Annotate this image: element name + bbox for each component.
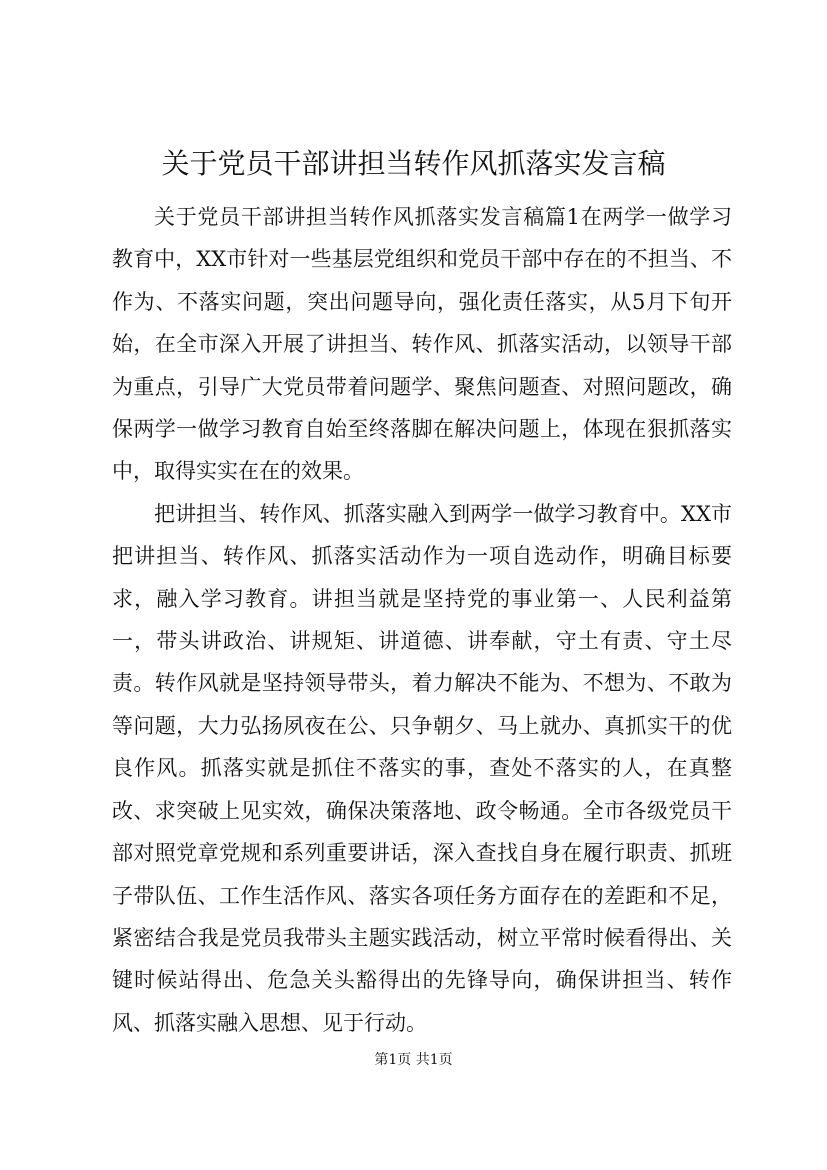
document-body xyxy=(112,196,732,1044)
document-title: 关于党员干部讲担当转作风抓落实发言稿 xyxy=(161,147,666,180)
page-footer: 第1页 共1页 xyxy=(374,1052,453,1068)
paragraph-2: 把讲担当、转作风、抓落实融入到两学一做学习教育中。XX市把讲担当、转作风、抓落实活动作为一项自选动作，明确目标要求，融入学习教育。讲担当就是坚持党的事业第一、人民利益第一，带头讲政治、讲规矩、讲道德、讲奉献，守土有责、守土尽责。转作风就是坚持领导带头，着力解决不能为、不想为、不敢为等问题，大力弘扬夙夜在公、只争朝夕、马上就办、真抓实干的优良作风。抓落实就是抓住不落实的事，查处不落实的人，在真整改、求突破上见实效，确保决策落地、政令畅通。全市各级党员干部对照党章党规和系列重要讲话，深入查找自身在履行职责、抓班子带队伍、工作生活作风、落实各项任务方面存在的差距和不足，紧密结合我是党员我带头主题实践活动，树立平常时候看得出、关键时候站得出、危急关头豁得出的先锋导向，确保讲担当、转作风、抓落实融入思想、见于行动。 xyxy=(112,501,732,1035)
paragraph-1: 关于党员干部讲担当转作风抓落实发言稿篇1在两学一做学习教育中，XX市针对一些基层党组织和党员干部中存在的不担当、不作为、不落实问题，突出问题导向，强化责任落实，从5月下旬开始，在全市深入开展了讲担当、转作风、抓落实活动，以领导干部为重点，引导广大党员带着问题学、聚焦问题查、对照问题改，确保两学一做学习教育自始至终落脚在解决问题上，体现在狠抓落实中，取得实实在在的效果。 xyxy=(112,205,732,484)
